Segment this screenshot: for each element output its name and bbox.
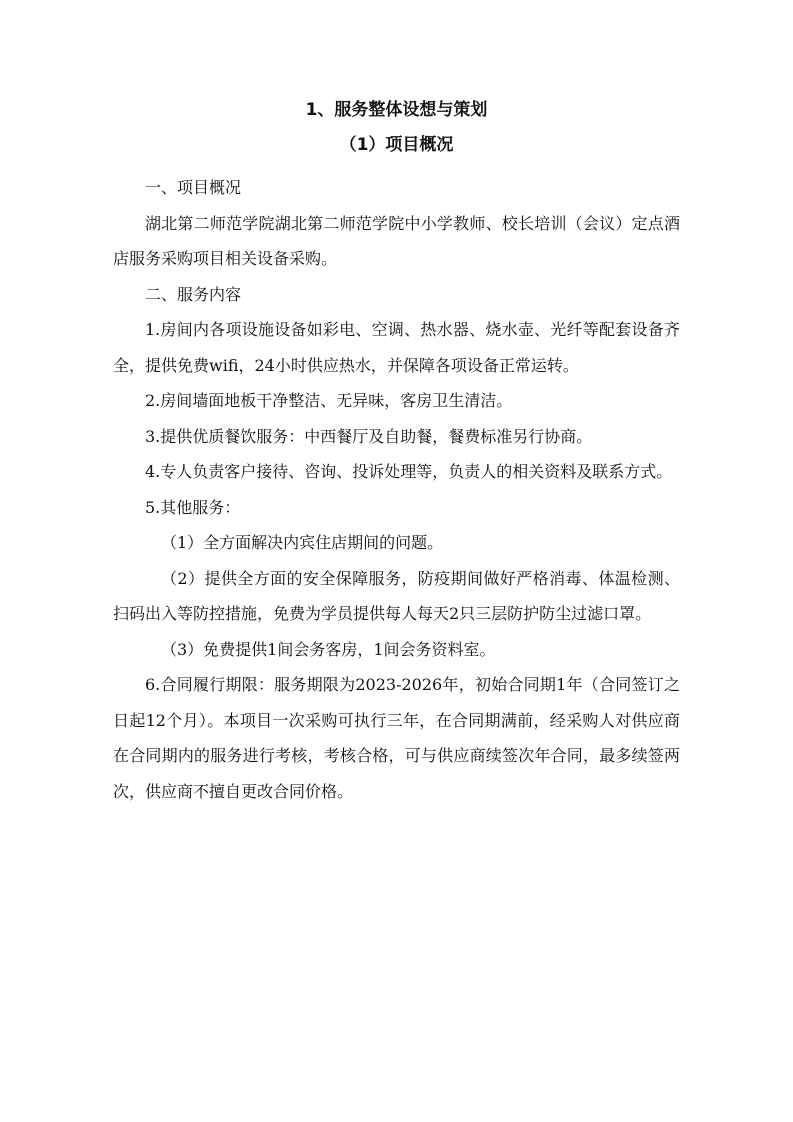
section-title-service-content: 二、服务内容	[145, 284, 242, 304]
service-item-3: 3.提供优质餐饮服务：中西餐厅及自助餐，餐费标准另行协商。	[145, 426, 593, 446]
section-title-overview: 一、项目概况	[145, 178, 242, 197]
document-body	[113, 170, 680, 809]
other-service-2: （2）提供全方面的安全保障服务，防疫期间做好严格消毒、体温检测、扫码出入等防控措施，免费为学员提供每人每天2只三层防护防尘过滤口罩。	[113, 568, 680, 623]
other-service-1: （1）全方面解决内宾住店期间的问题。	[161, 533, 444, 552]
document-heading: 1、服务整体设想与策划	[305, 100, 488, 120]
service-item-5: 5.其他服务：	[145, 497, 241, 517]
service-item-2: 2.房间墙面地板干净整洁、无异味，客房卫生清洁。	[145, 391, 513, 410]
service-item-4: 4.专人负责客户接待、咨询、投诉处理等，负责人的相关资料及联系方式。	[145, 462, 673, 481]
document-subheading: （1）项目概况	[339, 135, 454, 155]
overview-paragraph: 湖北第二师范学院湖北第二师范学院中小学教师、校长培训（会议）定点酒店服务采购项目相关设备采购。	[113, 213, 680, 268]
other-service-3: （3）免费提供1间会务客房，1间会务资料室。	[161, 639, 496, 659]
service-item-1: 1.房间内各项设施设备如彩电、空调、热水器、烧水壶、光纤等配套设备齐全，提供免费wifi，24小时供应热水，并保障各项设备正常运转。	[113, 320, 680, 375]
service-item-6-contract-term: 6.合同履行期限：服务期限为2023-2026年，初始合同期1年（合同签订之日起12个月）。本项目一次采购可执行三年，在合同期满前，经采购人对供应商在合同期内的服务进行考核，考核合格，可与供应商续签次年合同，最多续签两次，供应商不擅自更改合同价格。	[113, 675, 680, 801]
